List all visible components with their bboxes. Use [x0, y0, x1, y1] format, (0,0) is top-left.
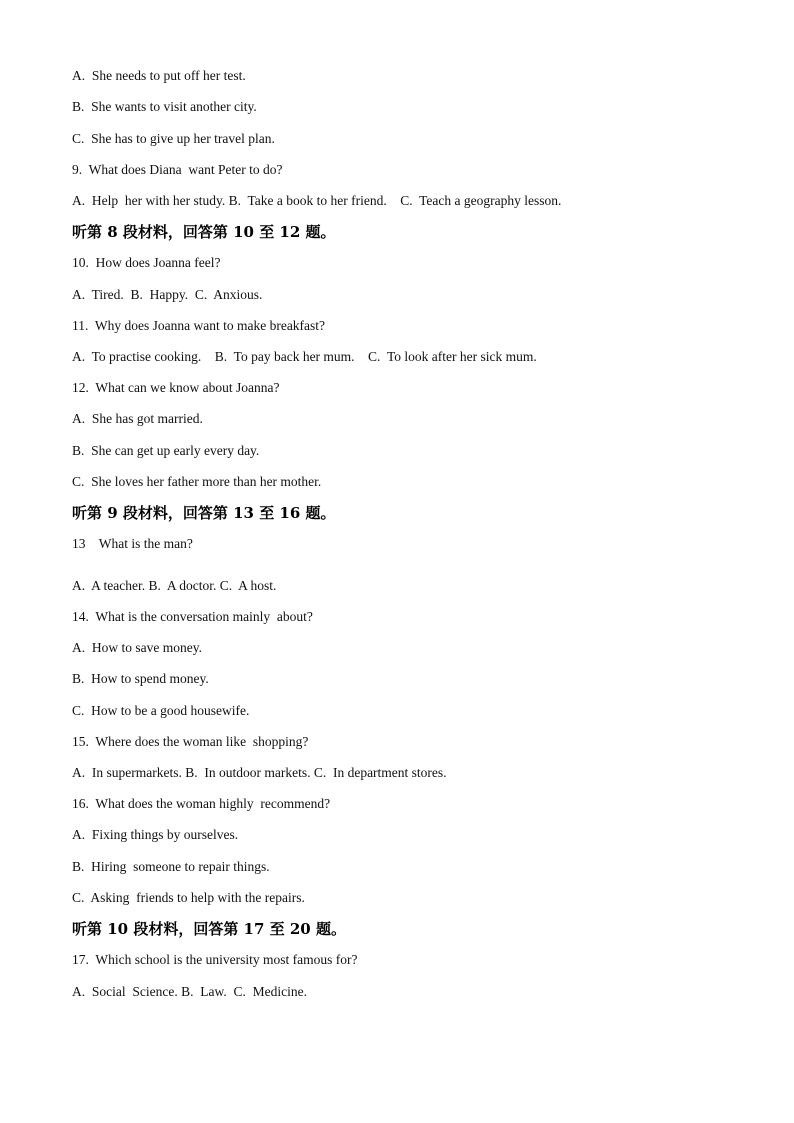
options-13: A. A teacher. B. A doctor. C. A host. [72, 578, 277, 593]
option-8a: A. She needs to put off her test. [72, 68, 246, 83]
option-8b: B. She wants to visit another city. [72, 99, 257, 114]
option-14c: C. How to be a good housewife. [72, 703, 250, 718]
options-15: A. In supermarkets. B. In outdoor markets. C. In department stores. [72, 765, 447, 780]
question-17: 17. Which school is the university most famous for? [72, 952, 358, 967]
option-14b: B. How to spend money. [72, 671, 209, 686]
section-heading-10: 听第 10 段材料，回答第 17 至 20 题。 [72, 920, 346, 938]
section-heading-8: 听第 8 段材料，回答第 10 至 12 题。 [72, 223, 336, 241]
option-16a: A. Fixing things by ourselves. [72, 827, 239, 842]
option-14a: A. How to save money. [72, 640, 202, 655]
question-12: 12. What can we know about Joanna? [72, 380, 280, 395]
section-heading-9: 听第 9 段材料，回答第 13 至 16 题。 [72, 504, 336, 522]
option-12b: B. She can get up early every day. [72, 443, 260, 458]
question-13: 13 What is the man? [72, 536, 193, 551]
question-9: 9. What does Diana want Peter to do? [72, 162, 283, 177]
question-11: 11. Why does Joanna want to make breakfast? [72, 318, 326, 333]
option-16b: B. Hiring someone to repair things. [72, 859, 270, 874]
options-9: A. Help her with her study. B. Take a book to her friend. C. Teach a geography lesson. [72, 193, 562, 208]
question-10: 10. How does Joanna feel? [72, 255, 221, 270]
question-14: 14. What is the conversation mainly about? [72, 609, 313, 624]
options-11: A. To practise cooking. B. To pay back her mum. C. To look after her sick mum. [72, 349, 537, 364]
question-16: 16. What does the woman highly recommend? [72, 796, 331, 811]
option-8c: C. She has to give up her travel plan. [72, 131, 275, 146]
options-10: A. Tired. B. Happy. C. Anxious. [72, 287, 263, 302]
option-12a: A. She has got married. [72, 411, 203, 426]
option-16c: C. Asking friends to help with the repairs. [72, 890, 305, 905]
options-17: A. Social Science. B. Law. C. Medicine. [72, 984, 307, 999]
question-15: 15. Where does the woman like shopping? [72, 734, 309, 749]
option-12c: C. She loves her father more than her mother. [72, 474, 322, 489]
